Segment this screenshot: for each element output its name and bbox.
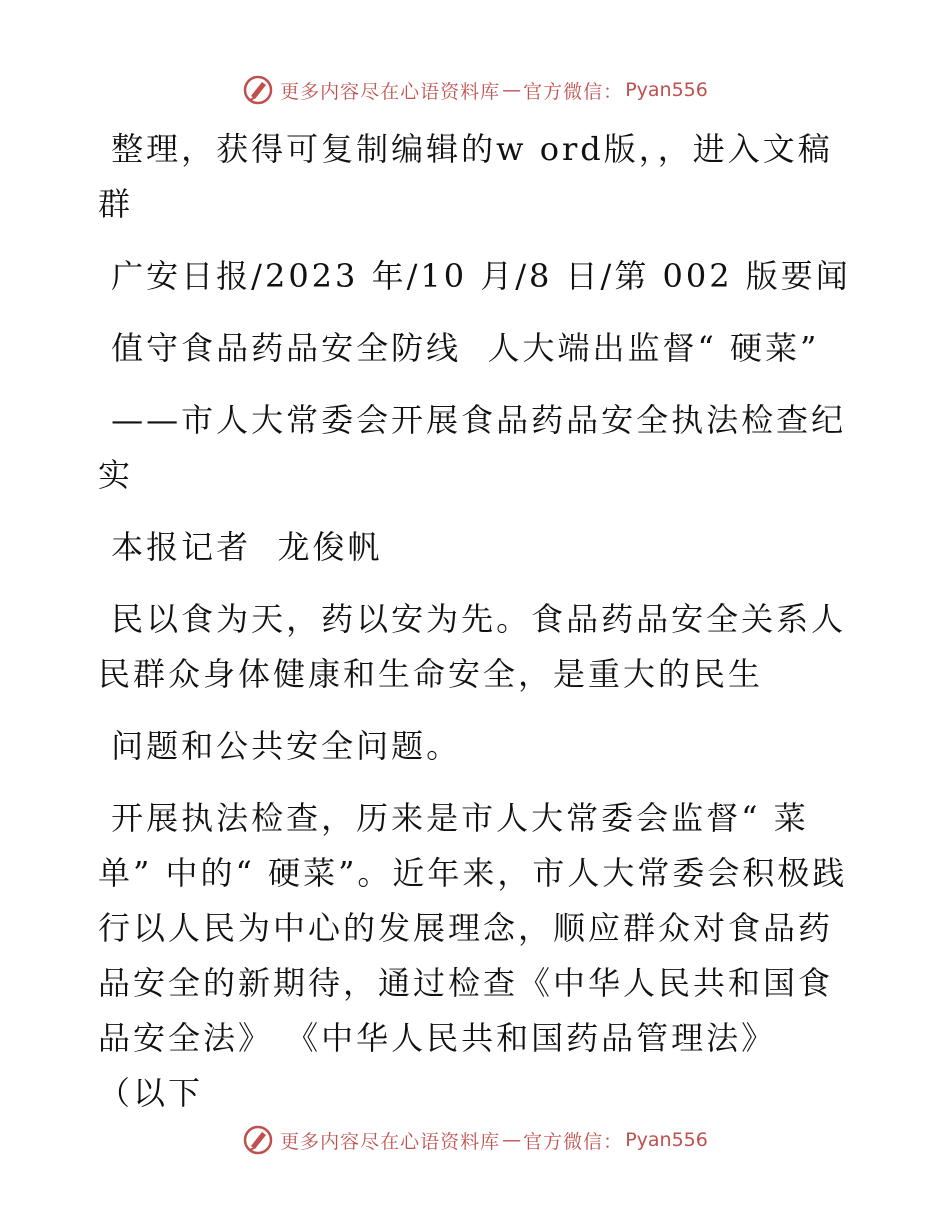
wechat-label: 官方微信：: [523, 80, 624, 103]
article-subtitle: ——市人大常委会开展食品药品安全执法检查纪实: [98, 401, 847, 494]
wechat-label: 官方微信：: [523, 1130, 624, 1153]
document-body: [98, 122, 858, 1121]
banner-dash: —: [502, 1129, 522, 1151]
seal-logo-icon: [242, 74, 274, 106]
wechat-id: Pyan556: [625, 79, 708, 101]
article-title: 值守食品药品安全防线 人大端出监督“ 硬菜”: [98, 329, 820, 367]
byline: 本报记者 龙俊帆: [98, 528, 383, 566]
header-banner: [0, 72, 950, 108]
paragraph-3: 开展执法检查，历来是市人大常委会监督“ 菜单” 中的“ 硬菜”。近年来，市人大常委会积极践行以人民为中心的发展理念，顺应群众对食品药品安全的新期待，通过检查《中华人民共和国食品安全法》 《中华人民共和国药品管理法》 （以下: [98, 799, 848, 1112]
paragraph-2: 问题和公共安全问题。: [98, 727, 462, 765]
site-slogan: 更多内容尽在心语资料库: [280, 1130, 501, 1153]
source-line: 广安日报/2023 年/10 月/8 日/第 002 版要闻: [98, 257, 851, 295]
seal-logo-icon: [242, 1124, 274, 1156]
banner-dash: —: [502, 79, 522, 101]
site-slogan: 更多内容尽在心语资料库: [280, 80, 501, 103]
wechat-id: Pyan556: [625, 1129, 708, 1151]
paragraph-1: 民以食为天，药以安为先。食品药品安全关系人民群众身体健康和生命安全，是重大的民生: [98, 600, 847, 693]
intro-note: 整理，获得可复制编辑的w ord版，，进入文稿群: [98, 130, 833, 223]
footer-banner: [0, 1122, 950, 1158]
